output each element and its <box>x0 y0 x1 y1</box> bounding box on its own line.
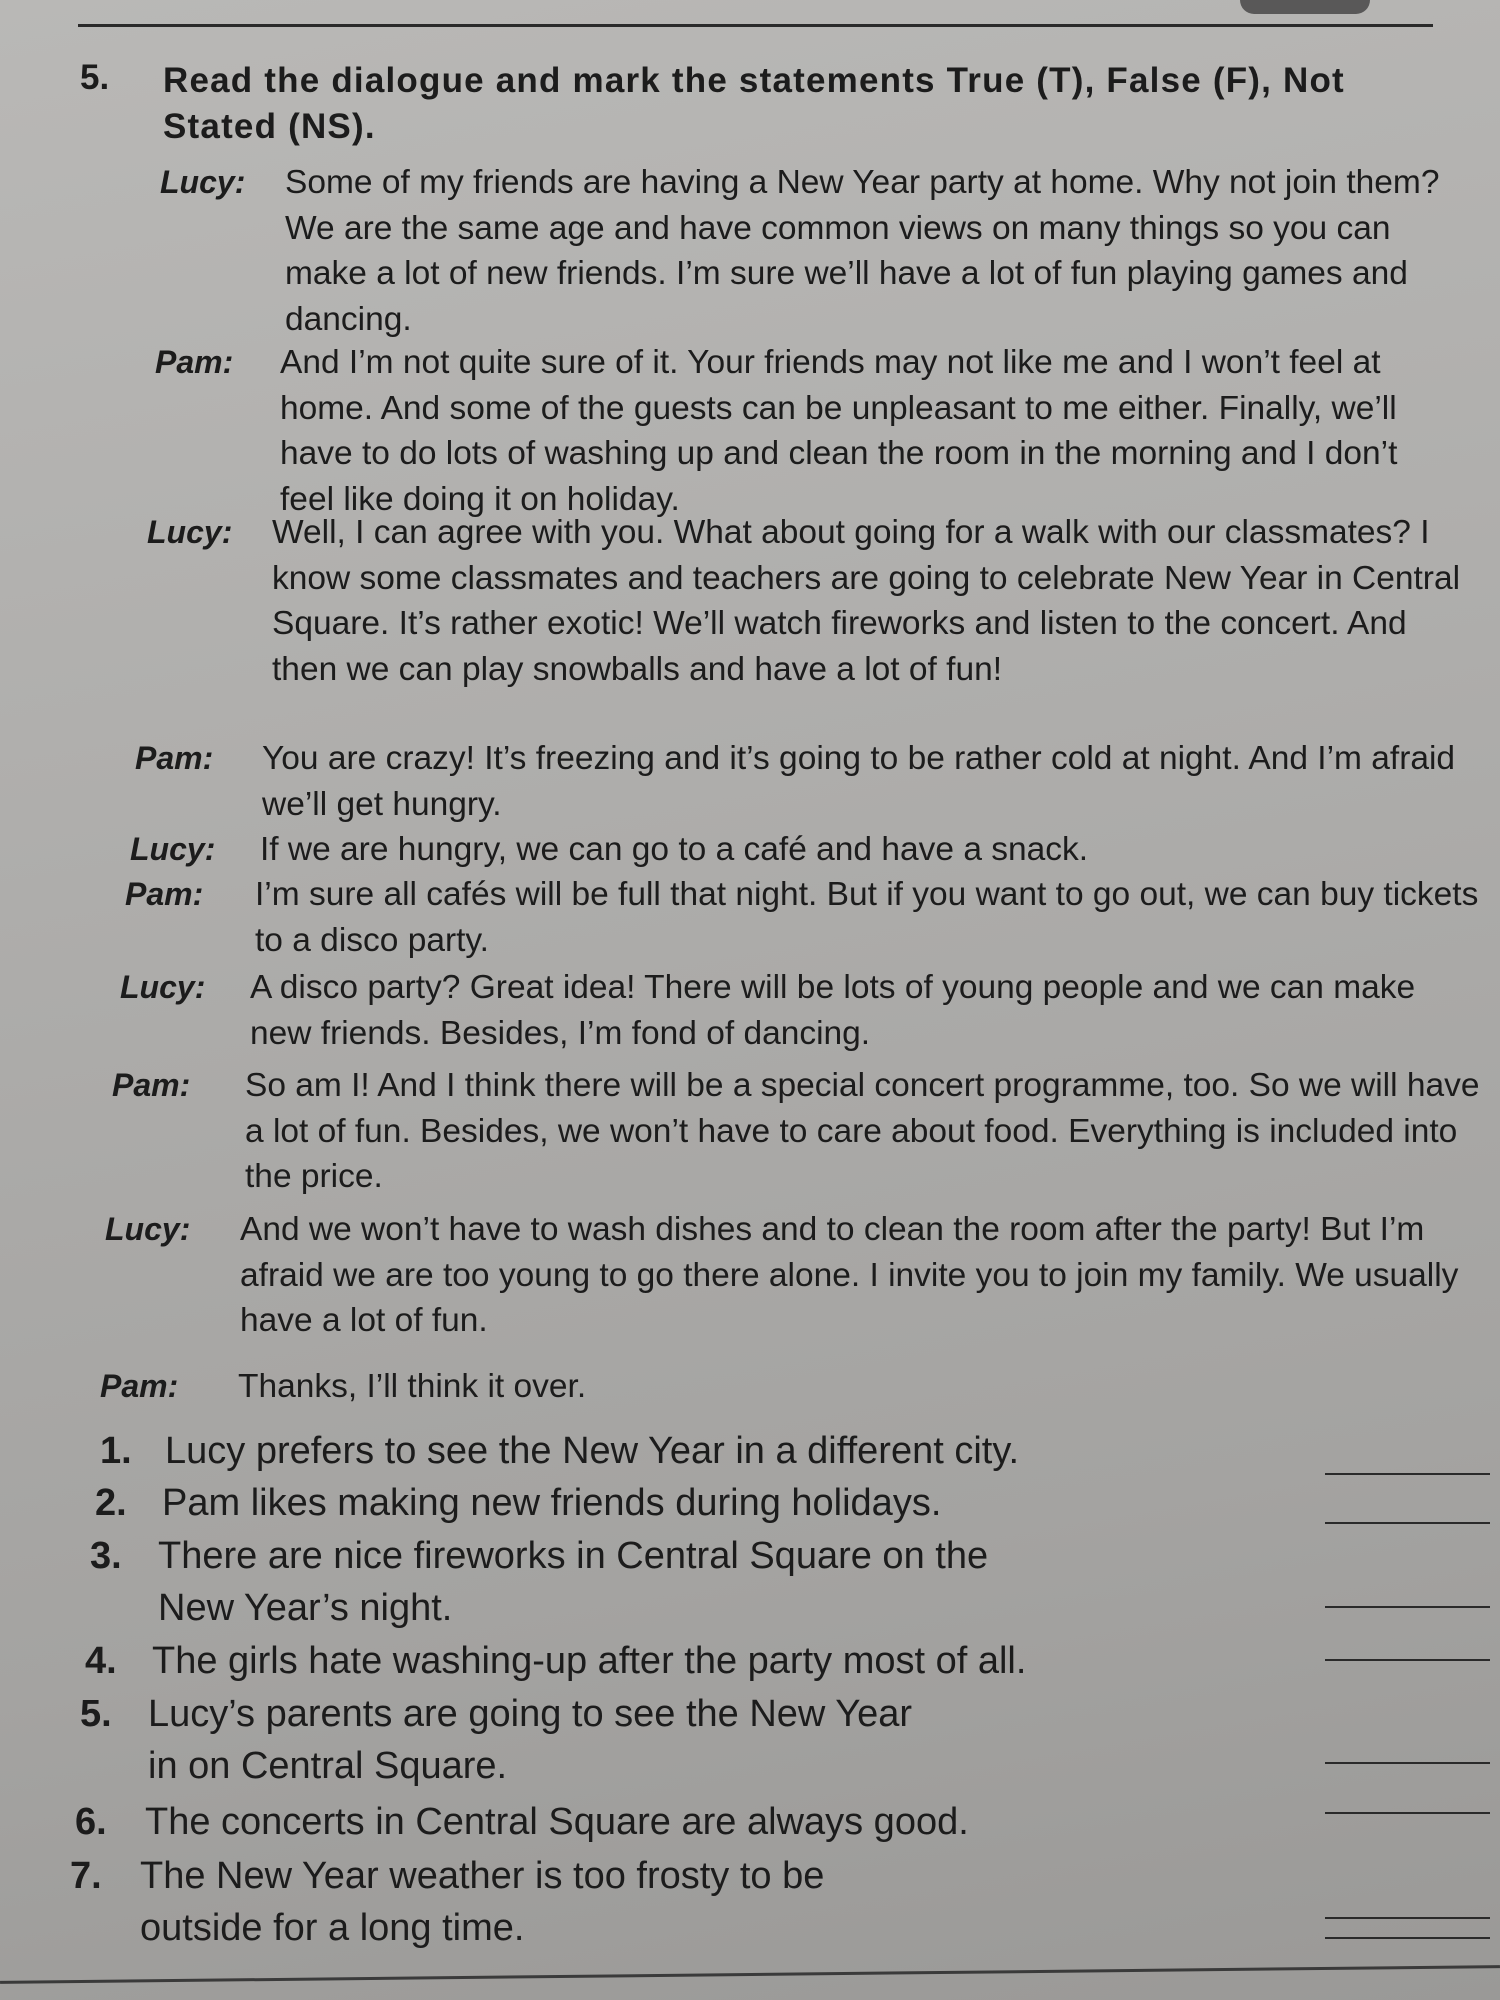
statement-text: Lucy prefers to see the New Year in a different city. <box>165 1430 1020 1472</box>
answer-blank[interactable] <box>1325 1917 1490 1919</box>
answer-blank[interactable] <box>1325 1812 1490 1814</box>
top-rule <box>78 24 1433 27</box>
speaker-label: Lucy: <box>147 514 233 550</box>
statement-number: 1. <box>100 1430 132 1472</box>
answer-blank-underline <box>1325 1937 1490 1939</box>
bottom-rule <box>0 1965 1500 1984</box>
speech-text: I’m sure all cafés will be full that night. But if you want to go out, we can buy tickets to a disco party. <box>255 876 1479 959</box>
speech-text: Some of my friends are having a New Year party at home. Why not join them? We are the same age and have common views on many things so you can make a lot of new friends. I’m sure we’ll have a lot of fun playing games and dancing. <box>285 164 1440 338</box>
statement-number: 6. <box>75 1801 107 1843</box>
statement-text: Pam likes making new friends during holidays. <box>162 1482 942 1524</box>
statement-text: The concerts in Central Square are always good. <box>145 1801 969 1843</box>
answer-blank[interactable] <box>1325 1762 1490 1764</box>
statement-number: 7. <box>70 1855 102 1897</box>
answer-blank[interactable] <box>1325 1522 1490 1524</box>
speaker-label: Pam: <box>100 1368 179 1404</box>
speech-text: A disco party? Great idea! There will be lots of young people and we can make new friends. Besides, I’m fond of dancing. <box>250 969 1416 1052</box>
speaker-label: Pam: <box>125 876 204 912</box>
speaker-label: Lucy: <box>120 969 206 1005</box>
answer-blank[interactable] <box>1325 1659 1490 1661</box>
statement-number: 5. <box>80 1693 112 1735</box>
header-mark <box>1240 0 1370 14</box>
statement-number: 2. <box>95 1482 127 1524</box>
statement-number: 3. <box>90 1535 122 1577</box>
task-number: 5. <box>80 58 110 97</box>
speaker-label: Pam: <box>112 1067 191 1103</box>
speaker-label: Lucy: <box>160 164 246 200</box>
speaker-label: Pam: <box>155 344 234 380</box>
speech-text: Thanks, I’ll think it over. <box>238 1368 587 1405</box>
speech-text: So am I! And I think there will be a special concert programme, too. So we will have a lot of fun. Besides, we won’t have to care about food. Everything is included into the price. <box>245 1067 1480 1195</box>
speech-text: And we won’t have to wash dishes and to clean the room after the party! But I’m afraid we are too young to go there alone. I invite you to join my family. We usually have a lot of fun. <box>240 1211 1459 1339</box>
speech-text: Well, I can agree with you. What about going for a walk with our classmates? I know some classmates and teachers are going to celebrate New Year in Central Square. It’s rather exotic! We’ll watch fireworks and listen to the concert. And then we can play snowballs and have a lot of fun! <box>272 514 1461 688</box>
statement-text: There are nice fireworks in Central Square on the New Year’s night. <box>158 1535 989 1629</box>
speaker-label: Lucy: <box>105 1211 191 1247</box>
statement-text: The girls hate washing-up after the party most of all. <box>152 1640 1027 1682</box>
speech-text: You are crazy! It’s freezing and it’s going to be rather cold at night. And I’m afraid we’ll get hungry. <box>262 740 1456 823</box>
statement-text: Lucy’s parents are going to see the New Year in on Central Square. <box>148 1693 913 1787</box>
task-instruction: Read the dialogue and mark the statements True (T), False (F), Not Stated (NS). <box>163 61 1345 146</box>
statement-text: The New Year weather is too frosty to be outside for a long time. <box>140 1855 825 1949</box>
speech-text: If we are hungry, we can go to a café and have a snack. <box>260 831 1089 868</box>
speech-text: And I’m not quite sure of it. Your friends may not like me and I won’t feel at home. And some of the guests can be unpleasant to me either. Finally, we’ll have to do lots of washing up and clean the room in the morning and I don’t feel like doing it on holiday. <box>280 344 1398 518</box>
statement-number: 4. <box>85 1640 117 1682</box>
speaker-label: Lucy: <box>130 831 216 867</box>
answer-blank[interactable] <box>1325 1606 1490 1608</box>
speaker-label: Pam: <box>135 740 214 776</box>
answer-blank[interactable] <box>1325 1473 1490 1475</box>
